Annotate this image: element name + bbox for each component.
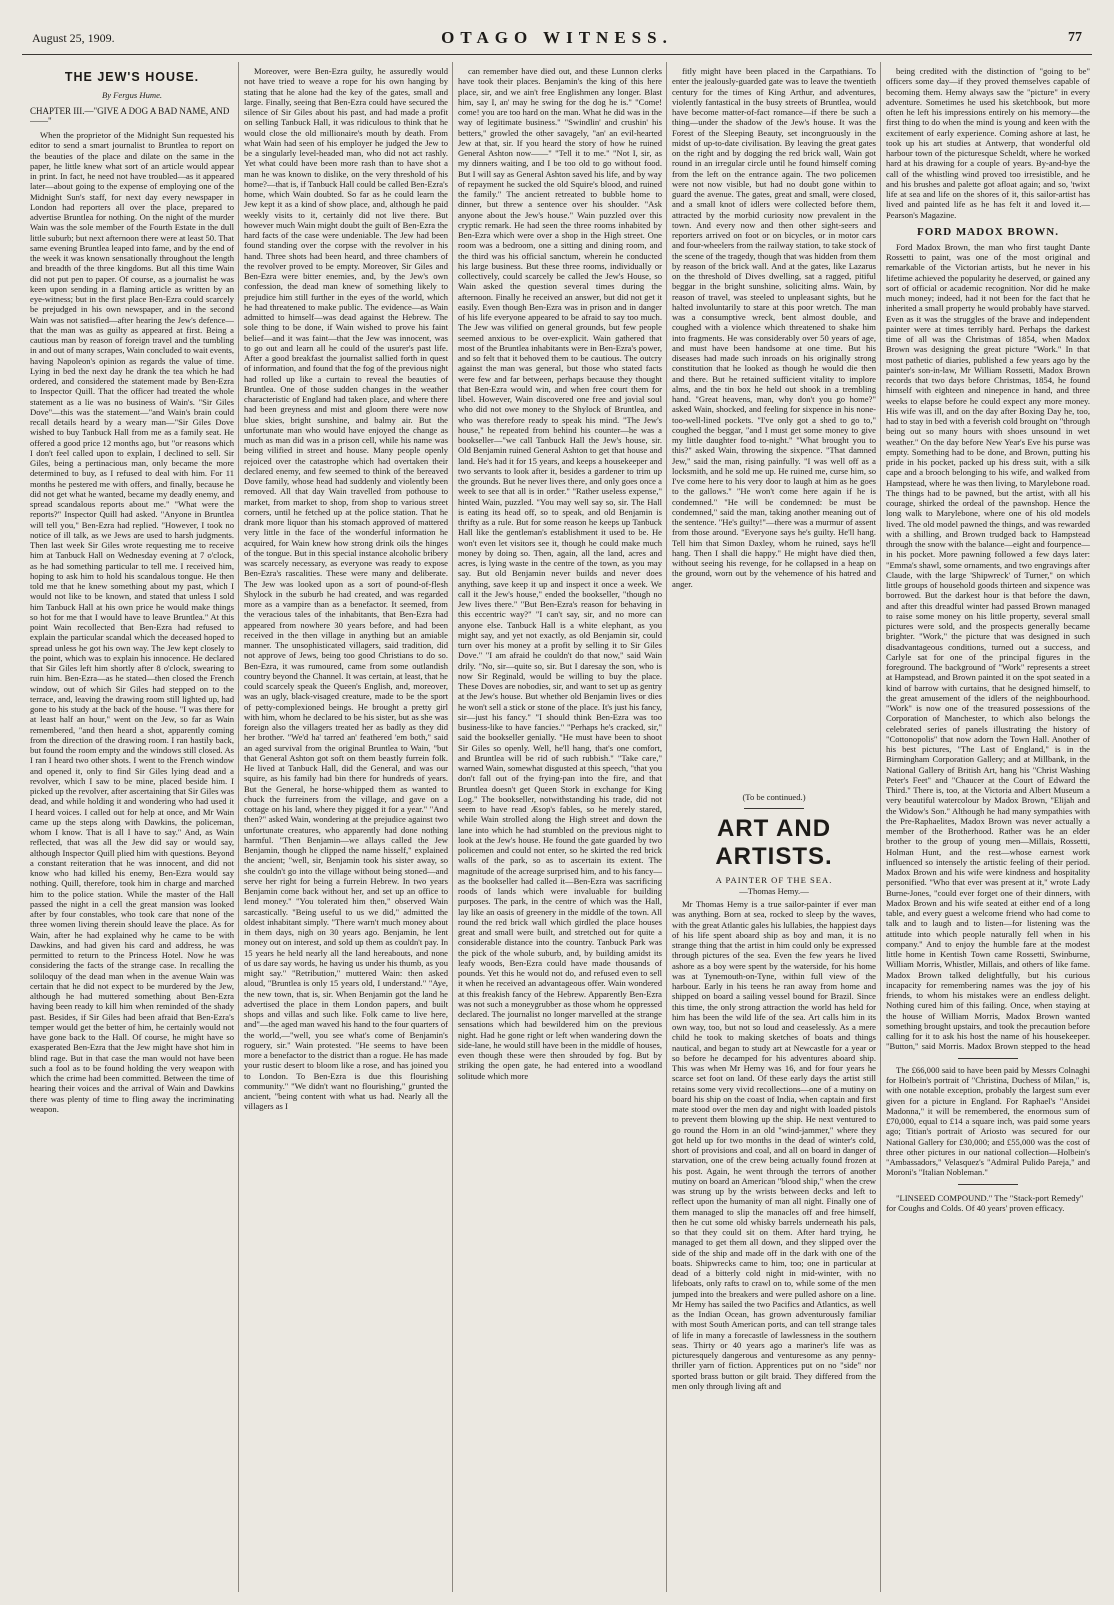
section-title-art-and-artists: ART AND ARTISTS. [715, 815, 833, 870]
column-divider [880, 62, 881, 1592]
header-rule [22, 54, 1092, 55]
column-1 [30, 66, 234, 1591]
advertisement-linseed-compound: "LINSEED COMPOUND." The "Stack-port Remedy" for Coughs and Colds. Of 40 years' proven efficacy. [886, 1192, 1084, 1213]
article-body-picture-prices: The £66,000 said to have been paid by Messrs Colnaghi for Holbein's portrait of "Christina, Duchess of Milan," is, with one notable exception, probably the largest sum ever given for a picture in England. For Raphael's "Ansidei Madonna," it will be remembered, the enormous sum of £70,000, equal to £14 a square inch, was paid some years ago; Titian's portrait of Ariosto was secured for our National Gallery for £30,000; and £55,000 was the cost of three other pictures in our national collection—Holbein's "Ambassadors," Velasquez's "Admiral Pulido Pareja," and Moroni's "Italian Nobleman." [886, 1064, 1090, 1178]
story-title: THE JEW'S HOUSE. [64, 70, 200, 84]
story-body-continued: can remember have died out, and these Lunnon clerks have took their places. Benjamin's the king of this here place, sir, and we ain't free Englishmen any longer. Blast him, say I, an' may he swing for the dog he is." "Come! come! you are too hard on the man. What he did was in the way of legitimate business." "Swindlin' and crushin' his betters," growled the other savagely, "an' an evil-hearted Jew at that, sir. If you heard the story of how he ruined General Ashton now——" "Tell it to me." "Not I, sir, as my dinners waiting, and I be too old to go without food. But I will say as General Ashton saved his life, and by way of repayment he sucked the old Squire's blood, and ruined the family." The ancient retreated to bubble home to dinner, but threw a sentence over his shoulder. "Ask anyone about the Jew's house." Wain puzzled over this cryptic remark. He had seen the three rooms inhabited by Ben-Ezra which were over a shop in the High street. One room was a bedroom, one a sitting and dining room, and the third was his official sanctum, wherein he conducted his large business. But these three rooms, individually or collectively, could scarcely be called the Jew's House, so Wain asked the question several times during the afternoon. Finally he received an answer, but did not get it easily. Even though Ben-Ezra was in prison and in danger of his life everyone appeared to be afraid to say too much. The Jew was vilified on general grounds, but few people seemed anxious to be over-explicit. Wain gathered that most of the Bruntlea inhabitants were in Ben-Ezra's power, and so felt that it behoved them to be cautious. The outcry against the man was general, but those who stated facts were few and far between, perhaps because they thought that Ben-Ezra would win, and when free court them for libel. However, Wain discovered one free and jovial soul who did not owe money to the Shylock of Bruntlea, and who was therefore ready to speak his mind. "The Jew's house," he repeated from behind his counter—he was a bookseller—"we call Tanbuck Hall the Jew's house, sir. Old Benjamin ruined General Ashton to get that house and land. He's had it for 15 years, and keeps a housekeeper and two servants to look after it, besides a gardener to trim up the grounds. But he never lives there, and only goes once a week to see that all is in order." "Rather useless expense," hinted Wain, puzzled. "You may well say so, sir. The Hall is eating its head off, so to speak, and old Benjamin is thrifty as a rule. But for some reason he keeps up Tanbuck Hall like the gentleman's establishment it used to be. He won't even let visitors see it, though he could make much money by doing so. Then, again, all the land, acres and acres, is lying waste in the centre of the town, as you may say. But old Benjamin never builds and never does anything, save keep it up and inspect it once a week. We call it the Jew's house," ended the bookseller, "though no Jew lives there." "But Ben-Ezra's reason for behaving in this eccentric way?" "I can't say, sir, and no more can anyone else. Tanbuck Hall is a white elephant, as you might say, and yet not exactly, as old Benjamin sir, could turn over his money at a profit by selling it to Sir Giles Dove." "I am afraid he couldn't do that now," said Wain drily. "No, sir—quite so, sir. But I daresay the son, who is now Sir Reginald, would be willing to buy the place. These Doves are nobodies, sir, and want to set up as gentry at the Jew's house. But whether old Benjamin lives or dies he won't sell a stick or stone of the place. It's just his fancy, sir—just his fancy." "I should think Ben-Ezra was too business-like to have fancies." "Perhaps he's cracked, sir," said the bookseller genially. "He must have been to shoot Sir Giles so openly. Well, he'll hang, that's one comfort, and Bruntlea will be rid of such rubbish." "Take care," warned Wain, somewhat disgusted at this speech, "that you don't fall out of the frying-pan into the fire, and that Bruntlea doesn't get Queen Stork in exchange for King Log." The bookseller, notwithstanding his trade, did not seem to have read Æsop's fables, so he merely stared, while Wain strolled along the High street and down the lane into which he had stumbled on the previous night to look at the Jew's house. He found the gate guarded by two policemen and could not enter, so he skirted the red brick walls of the park, so as to ascertain its extent. The magnitude of the acreage surprised him, and to his fancy—as the bookseller had called it—Ben-Ezra was sacrificing roods of lands which were invaluable for building purposes. The park, in the centre of which was the Hall, lay like an oasis of greenery in the middle of the town. All round the red brick wall which girdled the place houses great and small were built, and stretched out for quite a considerable distance into the country. Tanbuck Park was the pick of the whole suburb, and, by building amidst its leafy woods, Ben-Ezra could have made thousands of pounds. Yet this he would not do, and refused even to sell it when he received an advantageous offer. Wain wondered at this freakish fancy of the Hebrew. Apparently Ben-Ezra was not such a moneygrubber as those whom he oppressed declared. The journalist no longer marvelled at the strange sensations which had bewildered him on the previous night. Had he gone right or left when wandering down the side-lane, he would still have been in the middle of houses, even though these were then shrouded by fog. But by striking the open gate, he had entered into a woodland solitude which more [458, 66, 662, 1081]
section-rule [958, 1184, 1018, 1185]
article-title-painter-of-the-sea: A PAINTER OF THE SEA. [715, 875, 833, 885]
article-body-painter: Mr Thomas Hemy is a true sailor-painter if ever man was anything. Born at sea, rocked to sleep by the waves, with the great Atlantic gales his lullabies, the happiest days of his life spent aboard ship as boy and man, it is no strange thing that the artist in him could only be expressed through pictures of the sea. Even the few years he lived ashore as a boy were spent by the waterside, for his home was at Tynemouth-on-Tyne, within full view of the harbour. Early in his teens he ran away from home and shipped on board a sailing vessel bound for Brazil. Since this time, the only strong attraction the world has held for him has been the wild life of the sea. Art calls him in its own way, too, but not so loud and ceaselessly. As a mere child he took to making sketches of boats and things nautical, and began to study art at Newcastle for a year or so before he decamped for his adventures aboard ship. This was when Mr Hemy was 16, and for four years he scarce set foot on land. Of these early days the artist still retains some very vivid recollections—one of a mutiny on board his ship on the coast of India, when captain and first mate stood over the men day and night with loaded pistols to prevent them blowing up the ship. He next ventured to go round the Horn in an old "wind-jammer," where they got held up for two months in the dead of winter's cold, short of provisions and coal, and all on board in danger of starvation, one of the crew being actually found frozen at his post. Again, he went through the terrors of another mutiny on board an American "blood ship," when the crew was strung up by the wrists between decks and left to reflect upon the humanity of man all night. Finally one of them managed to slip the manacles off and free himself, then he cut some old whisky barrels underneath his pals, so that they could sit on them. After hard trying, he managed to get them all down, and they slipped over the side of the ship and made off in the dark with one of the boats. Shipwrecks came to him, too; one in particular at dead of a bitterly cold night in mid-winter, with no lifeboats, only rafts to crawl on to, while some of the men jumped into the breakers and were pulled ashore on a line. Mr Hemy has sailed the two Pacifics and Atlantics, as well as the Indian Ocean, has grown adventurously familiar with most South American ports, and can tell strange tales of life in many a forecastle of lawlessness in the southern seas. Thirty or 40 years ago a mariner's life was as picturesquely dangerous and venturesome as any penny-thriller yarn of fiction. Apprentices put on no "side" nor sported brass button or gilt braid. They differed from the men only through living aft and [672, 899, 876, 1391]
article-body-madox-brown: Ford Madox Brown, the man who first taught Dante Rossetti to paint, was one of the most original and remarkable of the Victorian artists, but he never in his lifetime achieved the popularity he deserved, or gained any sort of official or academic recognition. Nor did he make much money; indeed, had it not been for the fact that he inherited a small property he would probably have starved. Even as it was the struggles of the brave and independent painter were at times terribly hard. Perhaps the darkest time of all was the Christmas of 1854, when Madox Brown was designing the great picture "Work." In that most pathetic of diaries, published a few years ago by the painter's son-in-law, Mr William Rossetti, Madox Brown records that two days before Christmas, 1854, he found himself with eighteen and ninepence in hand, and three weeks to elapse before he could expect any more money. His wife was ill, and on the day after Boxing Day he, too, had to stay in bed with a feverish cold brought on "through being out so many hours with shoes unsound in wet weather." On the day before New Year's Eve his purse was empty. Something had to be done, and Brown, putting his pride in his pocket, packed up his dress suit, with a silk cape and a brooch belonging to his wife, and walked from Hampstead, where he was then living, to Marylebone road. The things had to be pawned, but the artist, with all his courage, shirked the ordeal of the pawnshop. Hence the long walk to Marylebone, where one of his old models lived. The old model pawned the things, and was rewarded with a shilling, and Brown trudged back to Hampstead through the snow with the balance—eight and fourpence—in his pocket. More pawning followed a few days later: "Emma's shawl, some ornaments, and two engravings after Claude, with the large 'Shipwreck' of Turner," on which little groups of household goods thirteen and sixpence was borrowed. But the darkest hour is that before the dawn, and after this dreadful winter had passed Brown managed to raise some money on his little property, several small pictures were sold, and the prospects generally became brighter. "Work," the picture that was designed in such disadvantageous conditions, turned out a success, and Carlyle sat for one of the principal figures in the foreground. The background of "Work" represents a street at Hampstead, and Brown painted it on the spot seated in a kind of barrow with curtains, that he designed himself, to the great amusement of the idlers of the neighbourhood. "Work" is now one of the treasured possessions of the Corporation of Manchester, to which also belongs the celebrated series of panels illustrating the history of "Cottonopolis" that now adorn the Town Hall. Another of his best pictures, "The Last of England," is in the Birmingham Corporation Gallery; and at Millbank, in the National Gallery of British Art, hang his "Christ Washing Peter's Feet" and "Chaucer at the Court of Edward the Third." There is, too, at the Victoria and Albert Museum a very beautiful watercolour by Madox Brown, "Elijah and the Widow's Son." Although he had many sympathies with the Pre-Raphaelites, Madox Brown was never actually a member of the Brotherhood. Rather was he an elder brother to the group of young men—Millais, Rossetti, Holman Hunt, and the rest—whose earnest work influenced so intensely the artistic feeling of their period. Madox Brown and his wife were kindness and hospitality personified. "Who that ever was present at it," wrote Lady Burne-Jones, "could ever forget one of their dinners, with Madox Brown and his wife seated at either end of a long table, and every guest a welcome friend who had come to talk and to laugh and to listen—for listening was the attitude into which people naturally fell when in his company." And to enjoy the humble fare at the modest little home in Kentish Town came Rossetti, Swinburne, William Morris, Whistler, Millais, and others of like fame. Madox Brown talked delightfully, but his curious incapacity for remembering names was the joy of his friends, to whom his mistakes were an endless delight. Nothing cured him of this failing. Once, when staying at the house of William Morris, Madox Brown wanted something brought upstairs, and took the precaution before calling for it to ask his host the name of his housekeeper. "Button," said Morris. Madox Brown stepped to the head [886, 241, 1090, 1052]
chapter-heading: CHAPTER III.—"GIVE A DOG A BAD NAME, AND——" [30, 106, 230, 126]
column-divider [452, 62, 453, 1592]
column-4 [672, 66, 876, 1591]
page-header [22, 28, 1092, 50]
column-2 [244, 66, 448, 1591]
section-rule [958, 1058, 1018, 1059]
masthead: OTAGO WITNESS. [441, 28, 673, 47]
column-divider [238, 62, 239, 1592]
to-be-continued: (To be continued.) [742, 792, 806, 802]
story-body-continued: fitly might have been placed in the Carpathians. To enter the jealously-guarded gate was to leave the twentieth century for the times of King Arthur, and adventures, violently fantastical in the busy streets of Bruntlea, would have become matter-of-fact romance—if there be such a thing—under the shadow of the Jew's house. It was the Forest of the Sleeping Beauty, set incongruously in the midst of up-to-date civilisation. By leaving the great gates on the right and by dogging the red brick wall, Wain got round in an irregular circle until he found himself coming from the left on the entrance again. The two policemen were not now visible, but had no doubt gone within to guard the avenue. The gates, great and small, were closed, and a small knot of idlers were collected before them, attracted by the morbid curiosity now prevalent in the town. And every now and then other sight-seers and reporters arrived on foot or on bicycles, or in motor cars and four-wheelers from the railway station, to take stock of the scene of the tragedy, though that was hidden from them by reason of the brick wall. And at the gates, like Lazarus on the threshold of Dives dwelling, sat a ragged, pitiful beggar in the bright sunshine, soliciting alms. Wain, by reason of travel, was steeled to unpleasant sights, but he halted involuntarily to stare at this poor wretch. The man was a consumptive wreck, bent almost double, and coughed with a violence which threatened to shake him into fragments. He was considerably over 50 years of age, and must have been handsome at one time. But his diseases had made such inroads on his originally strong constitution that he looked as though he would die then and there. But he retained sufficient vitality to implore alms, and the tin box he held out shook in a trembling hand. "Great heavens, man, why don't you go home?" asked Wain, shocked, and feeling for sixpence in his none-too-well-lined pockets. "I've only got a shed to go to," coughed the beggar, "and I must get some money to give my little daughter food to-night." "What brought you to this?" asked Wain, throwing the sixpence. "That damned Jew," said the man, rising painfully. "I was well off as a locksmith, and he sold me up. He ruined me, curse him, so I've come here to his very door to laugh at him as he goes to the gallows." "He won't come here again if he is condemned." "He will be condemned: be must be condemned," said the man, taking another meaning out of the sentence. "He's guilty!"—there was a murmur of assent from those around. "Everyone says he's guilty. He'll hang. Tell him that Simon Daxley, whom he ruined, says he'll hang. Then I shall die happy." He might have died then, without seeing his revenge, for he collapsed in a heap on the ground, worn out by the vehemence of his hatred and anger. [672, 66, 876, 589]
article-subject: —Thomas Hemy.— [739, 886, 809, 896]
story-body-continued: Moreover, were Ben-Ezra guilty, he assuredly would not have tried to weave a rope for his own hanging by stating that he alone had the key of the gates, small and large. Finally, seeing that Ben-Ezra could have secured the silence of Sir Giles about his past, and had made a profit on selling Tanbuck Hall, it was ridiculous to think that he would close the old millionaire's mouth by death. From what Wain had seen of his employer he judged the Jew to be a singularly level-headed man, who did not act rashly. Yet what could have been more rash than to have shot a man he was known to dislike, on the very threshold of his home?—that is, if Tanbuck Hall could be called Ben-Ezra's home, which Wain doubted. So far as he could learn the Jew kept it as a kind of show place, and, although he paid weekly visits to it, certainly did not live there. But however much Wain might doubt the guilt of Ben-Ezra the hard facts of the case were undeniable. The Jew had been found standing over the corpse with the revolver in his hand. Three shots had been heard, and three chambers of the revolver proved to be empty. Moreover, Sir Giles and Ben-Ezra were bitter enemies, and, by the Jew's own confession, the dead man knew of something likely to prejudice him still further in the eyes of the world, which he had threatened to make public. The evidence—as Wain admitted to himself—was dead against the Hebrew. The sole thing to be done, if Wain wished to prove his faint belief—and it was faint—that the Jew was innocent, was to go out and learn all he could of the usurer's past life. After a good breakfast the journalist sallied forth in quest of information, and found that the fog of the previous night had rolled up like a curtain to reveal the beauties of Bruntlea. One of those sudden changes in the weather characteristic of England had taken place, and where there had been greyness and mist and gloom there were now blue skies, bright sunshine, and balmy air. But the unfortunate man who would have enjoyed the change as much as man did was in a prison cell, while his name was being vilified in street and house. Many people openly rejoiced over the catastrophe which had overtaken their declared enemy, and few seemed to think of the bereaved Dove family, whose head had suddenly and violently been removed. All that day Wain travelled from pothouse to market, from market to shop, from shop to various street corners, until he fetched up at the police station. That he drank more liquor than his stomach approved of mattered very little in the face of the wonderful information he acquired, for Wain knew how strong drink oils the hinges of the tongue. But in this special instance alcoholic bribery was scarcely necessary, as everyone was ready to expose Ben-Ezra's rascalities. These were many and deliberate. The Jew was looked upon as a sort of pound-of-flesh Shylock in the suburb he had created, and was regarded more as a vampire than as a benefactor. It seemed, from the veracious tales of the inhabitants, that Ben-Ezra had appeared from nowhere 30 years before, and had been received in the then village in anything but an amiable manner. The unsophisticated villagers, said tradition, did not approve of Jews, being too good Christians to do so. Ben-Ezra, it was rumoured, came from some outlandish country beyond the Channel. It was certain, at least, that he could scarcely speak the Queen's English, and, moreover, was an ugly, black-visaged creature, made to be the sport of petty-complexioned beings. He brought a pretty girl with him, whom he declared to be his sister, but as she was foreign also the villagers treated her as badly as they did her brother. "We'd ha' tarred an' feathered 'em both," said an aged survival from the original Bruntlea to Wain, "but that General Ashton got soft on them beastly furrein folk. He lived at Tanbuck Hall, did the General, and was our squire, as his family had bin there for hundreds of years. But the General, he horse-whipped them as wanted to chuck the furreiners from the village, and gave on a cottage on his land, where they pigged it for a year." "And then?" asked Wain, wondering at the prejudice against two unfortunate creatures, who apparently had done nothing harmful. "Then Benjamin—we allays called the Jew Benjamin, though he clipped the name hisself," explained the ancient; "well, sir, Benjamin took his sister away, so she couldn't go into the village without being stoned—and serve her right for being a furrein Hebrew. In two years Benjamin come back without her, and set up an office to lend money." "You tolerated him then," observed Wain sarcastically. "Being useful to us we did," admitted the oldest inhabitant simply. "There warn't much money about in them days, nigh on 30 years ago. Benjamin, he lent money out on interest, and sold up them as couldn't pay. In 15 years he held nearly all the land hereabouts, and none of us dare say words, he having us under his thumb, as you might say." "Retribution," muttered Wain: then asked aloud, "Bruntlea is only 15 years old, I understand." "Aye, the new town, that is, sir. When Benjamin got the land he advertised the place in them London papers, and built shops and villas and such like. Folk came to live here, and"—the aged man waved his hand to the four quarters of the world,—"well, you see what's come of Benjamin's roguery, sir." Wain protested. "He seems to have been more a benefactor to the district than a rogue. He has made your rustic desert to bloom like a rose, and has joined you to London. To Ben-Ezra is due this flourishing community." "We didn't want no flourishing," grunted the ancient, "being content with what us had. Nearly all the villagers as I [244, 66, 448, 1112]
story-byline: By Fergus Hume. [101, 90, 163, 100]
page-number: 77 [1068, 30, 1082, 45]
column-divider [666, 62, 667, 1592]
issue-date: August 25, 1909. [32, 31, 115, 45]
column-5 [886, 66, 1090, 1591]
article-title-ford-madox-brown: FORD MADOX BROWN. [917, 225, 1059, 238]
story-body: When the proprietor of the Midnight Sun requested his editor to send a smart journalist to Bruntlea to report on the beauties of the place and dilate on the same in the paper, he little knew what sort of an article would appear in print. In fact, he need not have troubled—as it appeared later—about going to the expense of employing one of the Midnight Sun's staff, for next day every newspaper in London had reporters all over the place, prepared to advertise Bruntlea for nothing. On the night of the murder Wain was the sole member of the Fourth Estate in the dull little suburb; but next afternoon there were at least 50. That same evening Bruntlea leaped into fame, and by the end of the week it was known sensationally throughout the length and breadth of the three kingdoms. But all this time Wain did not put pen to paper. Of course, as a journalist he was keen upon sending in a flaming article as written by an eye-witness; but in the first place Ben-Ezra could scarcely be prejudged in his own newspaper, and in the second Wain was not satisfied—after hearing the Jew's defence—that the man was as guilty as appeared at first. Being a cautious man by reason of foreign travel and the tumbling in and out of many scrapes, Wain concluded to wait events, having Napoleon's opinion as regards the value of time. Lying in bed the next day he drank the tea which he had ordered, and considered the statement made by Ben-Ezra to Inspector Quill. That the officer had treated the whole statement as a lie was no business of Wain's. "Sir Giles Dove"—this was the statement—"and Wain's brain could recall details heard by a weary man—"Sir Giles Dove wished to buy Tanbuck Hall from me as a family seat. He offered a good price 12 months ago, but "or reasons which I don't feel called upon to explain, I declined to sell. Sir Giles, being a pertinacious man, only became the more determined to buy, as I refused to deal with him. For 11 months he pestered me with offers, and finally, because he did not get what he wanted, became my deadly enemy, and spread scandalous reports about me." "What were the reports?" Inspector Quill had asked. "Anyone in Bruntlea will tell you," Ben-Ezra had replied. "However, I took no notice of ill talk, as we Jews are used to harsh judgments. Then last week Sir Giles wrote requesting me to receive him at Tanbuck Hall on Wednesday evening at 7 o'clock, as he had something particular to tell me. I received him, hoping to ask him to hold his scandalous tongue. He then told me that he knew something about my past, which I would not like to be known, and stated that unless I sold him Tanbuck Hall at his own price he would make things so hot for me that I would have to leave Bruntlea." At this point Wain recollected that Ben-Ezra had refused to explain the particular scandal which the deceased hoped to spread unless he got his own way. The Jew kept closely to the point, which was to explain his innocence. He declared that Sir Giles left him shortly after 8 o'clock, swearing to ruin him. Ben-Ezra—as he stated—then closed the French window, out of which Sir Giles had stepped on to the terrace, and, leaving the drawing room still lighted up, had gone to his study at the back of the house. "I was there for at least half an hour," went on the Jew, so far as Wain remembered, "and then heard a shot, apparently coming from the direction of the drawing room. I ran hastily back, but found the room empty and the windows still closed. As I ran I heard two other shots. I went to the French window and opened it, only to find Sir Giles lying dead and a revolver, which I saw to be mine, placed beside him. I picked up the revolver, after ascertaining that Sir Giles was dead, and while holding it and wondering who had used it I heard voices. I called out for help at once, and Mr Wain came up the steps along with Dawkins, the policeman, whom I know. That is all I have to say." And, as Wain reflected, that was all the Jew did say or would say, although Inspector Quill plied him with questions. Beyond a constant reiteration that he was innocent, and did not know who had killed his enemy, Ben-Ezra would say nothing. Quill, therefore, took him in charge and marched him to the police station. While the master of the Hall passed the night in a cell the great mansion was looked after by four constables, who took care that none of the three women living therein should leave the place. As for Wain, after he had explained why he came to be with Dawkins, and had given his card and address, he was permitted to return to the Princess Hotel. Now he was considering the facts of the strange case. In recalling the soliloquy of the dead man when in the avenue Wain was certain that he did not expect to be murdered by the Jew, although he had muttered something about Ben-Ezra having been ready to kill him when reminded of the shady past. Besides, if Sir Giles had been afraid that Ben-Ezra's temper would get the better of him, he certainly would not have gone back to the Hall. Of course, he might have so exasperated Ben-Ezra that the Jew might have shot him in blind rage. But in that case the man would not have been such a fool as to be found holding the very weapon with which the crime had been committed. Between the time of hearing their voices and the arrival of Wain and Dawkins there was plenty of time to fling away the incriminating weapon. [30, 130, 234, 1114]
article-body-painter-continued: being credited with the distinction of "going to be" officers some day—if they proved themselves capable of becoming them. Hemy always saw the "picture" in every adventure. Sometimes he used his sketchbook, but more often he left his impressions entirely on his memory—the first thing to do when the mind is young and keen with the excitement of early experience. Coming ashore at last, he took up his art studies at Antwerp, that wonderful old harbour town of the picturesque Scheldt, where he worked hard at his drawing for a couple of years. By-and-bye the call of the whistling wind proved too irresistible, and he and his brushes and palette got afloat again; and so, 'twixt life at sea and life on the shores of it, this sailor-artist has lived and painted life as he has felt it and loved it.—Pearson's Magazine. [886, 66, 1090, 220]
section-rule [744, 808, 804, 809]
column-3 [458, 66, 662, 1591]
